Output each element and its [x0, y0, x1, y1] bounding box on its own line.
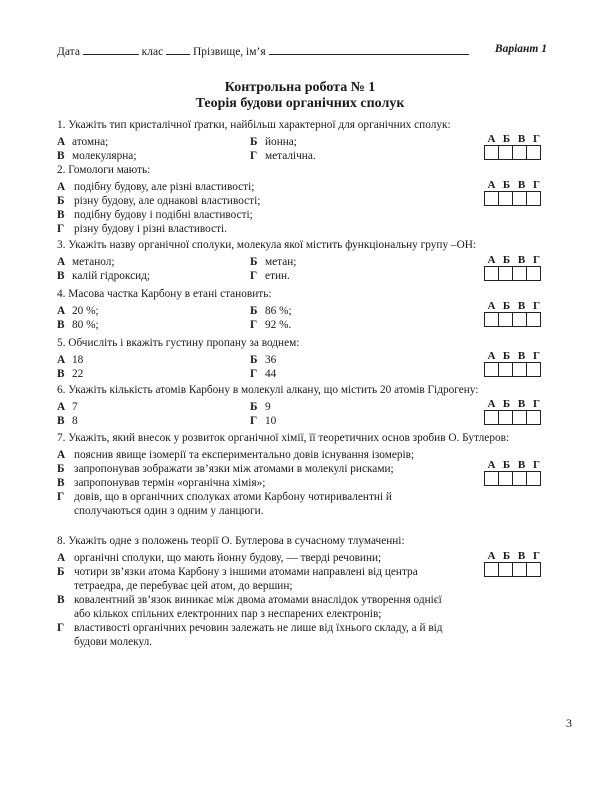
answer-box[interactable]: [527, 562, 541, 577]
answer-grid-8: А Б В Г: [484, 551, 546, 577]
question-text: 8. Укажіть одне з положень теорії О. Бутлерова в сучасному тлумаченні:: [57, 535, 405, 547]
answer-box[interactable]: [499, 266, 513, 281]
question-text: 4. Масова частка Карбону в етані становить:: [57, 288, 272, 300]
question-1: [57, 118, 542, 163]
answer-box[interactable]: [513, 312, 527, 327]
answer-box[interactable]: [484, 145, 499, 160]
option-b: Б чотири зв’язки атома Карбону з іншими атомами направлені від центра тетраедра, де перебуває цей атом, до вершин;: [57, 566, 418, 592]
answer-grid-4: А Б В Г: [484, 301, 546, 327]
question-4: [57, 287, 542, 332]
option-d: Г 44: [250, 368, 277, 380]
option-d: Г 92 %.: [250, 319, 292, 331]
answer-box[interactable]: [484, 191, 499, 206]
option-d: Г довів, що в органічних сполуках атоми Карбону чотиривалентні й сполучаються один з одним у ланцюги.: [57, 491, 392, 517]
option-c: В 80 %;: [57, 319, 99, 331]
answer-box[interactable]: [484, 471, 499, 486]
answer-box[interactable]: [513, 410, 527, 425]
option-b: Б 9: [250, 401, 271, 413]
option-b: Б різну будову, але однакові властивості;: [57, 195, 261, 207]
question-5: [57, 336, 542, 381]
answer-box[interactable]: [499, 145, 513, 160]
option-b: Б 86 %;: [250, 305, 292, 317]
option-a: А 20 %;: [57, 305, 99, 317]
answer-box[interactable]: [484, 410, 499, 425]
page-subtitle: Теорія будови органічних сполук: [195, 96, 405, 111]
answer-box[interactable]: [527, 191, 541, 206]
answer-grid-1: А Б В Г: [484, 134, 546, 160]
variant-label: Варіант 1: [494, 43, 547, 55]
answer-box[interactable]: [484, 266, 499, 281]
answer-box[interactable]: [527, 362, 541, 377]
option-c: В молекулярна;: [57, 150, 137, 162]
answer-box[interactable]: [513, 471, 527, 486]
question-8: [57, 534, 542, 649]
answer-box[interactable]: [484, 562, 499, 577]
option-a: А пояснив явище ізомерії та експериментально довів існування ізомерів;: [57, 449, 415, 461]
header-line: [57, 43, 547, 58]
question-text: 6. Укажіть кількість атомів Карбону в молекулі алкану, що містить 20 атомів Гідрогену:: [57, 384, 479, 396]
question-2: [57, 163, 542, 236]
option-d: Г різну будову і різні властивості.: [57, 223, 227, 235]
option-c: В запропонував термін «органічна хімія»;: [57, 477, 266, 489]
option-a: А 7: [57, 401, 78, 413]
answer-box[interactable]: [499, 191, 513, 206]
answer-box[interactable]: [499, 312, 513, 327]
option-a: А метанол;: [57, 256, 115, 268]
answer-box[interactable]: [527, 312, 541, 327]
answer-box[interactable]: [513, 266, 527, 281]
answer-box[interactable]: [499, 471, 513, 486]
option-d: Г металічна.: [250, 150, 316, 162]
page-number: 3: [566, 716, 572, 730]
option-a: А органічні сполуки, що мають йонну будову, — тверді речовини;: [57, 552, 382, 564]
name-field[interactable]: [269, 43, 469, 55]
class-field[interactable]: [166, 43, 190, 55]
answer-box[interactable]: [513, 362, 527, 377]
answer-grid-6: А Б В Г: [484, 399, 546, 425]
question-text: 1. Укажіть тип кристалічної ґратки, найбільш характерної для органічних сполук:: [57, 119, 451, 131]
option-b: Б 36: [250, 354, 277, 366]
answer-box[interactable]: [484, 362, 499, 377]
question-text: 3. Укажіть назву органічної сполуки, молекула якої містить функціональну групу –ОН:: [57, 239, 477, 251]
answer-box[interactable]: [513, 191, 527, 206]
question-6: [57, 383, 542, 428]
question-7: [57, 431, 542, 518]
name-label: Прізвище, ім’я: [192, 46, 266, 58]
answer-box[interactable]: [499, 410, 513, 425]
class-label: клас: [141, 46, 164, 58]
answer-grid-3: А Б В Г: [484, 255, 546, 281]
option-c: В калій гідроксид;: [57, 270, 151, 282]
option-c: В ковалентний зв’язок виникає між двома атомами внаслідок утворення однієї або кількох спільних електронних пар з неспарених електронів;: [57, 594, 442, 620]
option-b: Б йонна;: [250, 136, 297, 148]
answer-box[interactable]: [499, 362, 513, 377]
question-text: 2. Гомологи мають:: [57, 164, 151, 176]
answer-box[interactable]: [513, 145, 527, 160]
option-c: В 22: [57, 368, 84, 380]
option-b: Б запропонував зображати зв’язки між атомами в молекулі рисками;: [57, 463, 394, 475]
answer-box[interactable]: [513, 562, 527, 577]
question-3: [57, 238, 542, 283]
option-a: А 18: [57, 354, 84, 366]
option-a: А подібну будову, але різні властивості;: [57, 181, 255, 193]
option-c: В подібну будову і подібні властивості;: [57, 209, 253, 221]
option-a: А атомна;: [57, 136, 109, 148]
answer-box[interactable]: [527, 410, 541, 425]
option-d: Г етин.: [250, 270, 290, 282]
question-text: 5. Обчисліть і вкажіть густину пропану за воднем:: [57, 337, 300, 349]
answer-box[interactable]: [484, 312, 499, 327]
answer-grid-7: А Б В Г: [484, 460, 546, 486]
page-title: Контрольна робота № 1: [224, 80, 376, 95]
option-b: Б метан;: [250, 256, 297, 268]
date-label: Дата: [57, 46, 80, 58]
answer-box[interactable]: [527, 471, 541, 486]
answer-box[interactable]: [527, 266, 541, 281]
answer-box[interactable]: [499, 562, 513, 577]
option-d: Г властивості органічних речовин залежать не лише від їхнього складу, а й від будови молекул.: [57, 622, 443, 648]
answer-box[interactable]: [527, 145, 541, 160]
option-c: В 8: [57, 415, 78, 427]
answer-grid-5: А Б В Г: [484, 351, 546, 377]
question-text: 7. Укажіть, який внесок у розвиток органічної хімії, її теоретичних основ зробив О. Бутлеров:: [57, 432, 510, 444]
answer-grid-2: А Б В Г: [484, 180, 546, 206]
option-d: Г 10: [250, 415, 277, 427]
date-field[interactable]: [83, 43, 139, 55]
